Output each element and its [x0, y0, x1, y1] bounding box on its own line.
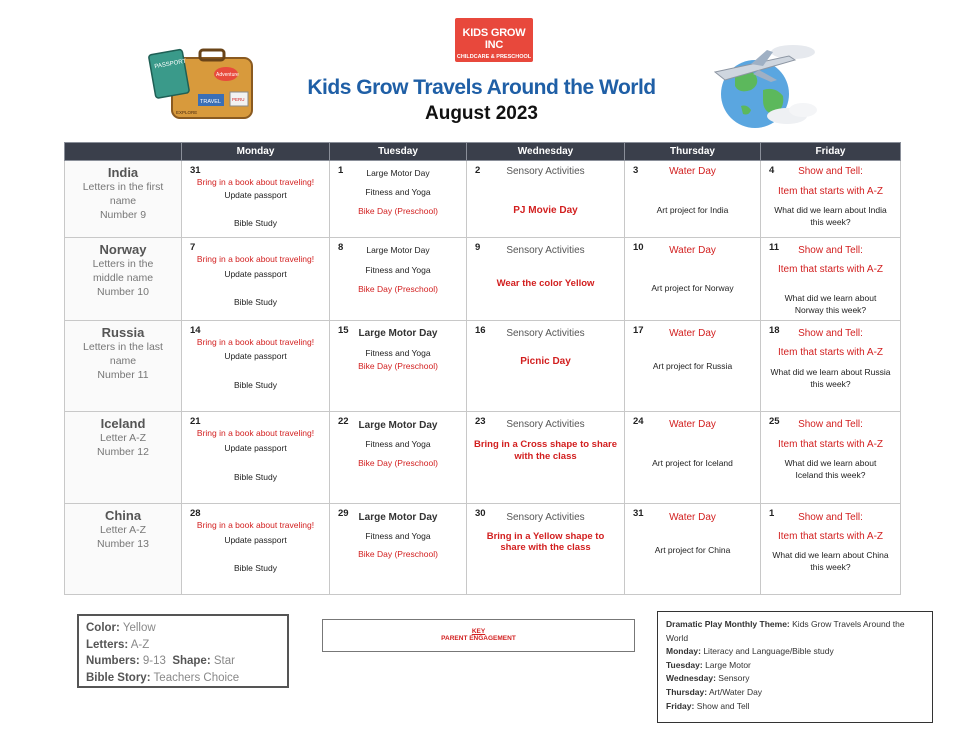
shape-label: Shape:	[172, 655, 211, 667]
day-cell	[625, 161, 761, 238]
week-label-norway	[65, 238, 182, 321]
date-number: 14	[190, 325, 201, 336]
date-number: 11	[769, 242, 780, 253]
activity-text: Fitness and Yoga	[365, 439, 431, 449]
activity-text: Item that starts with A-Z	[777, 347, 884, 358]
day-cell	[467, 412, 625, 504]
activity-text: Sensory Activities	[506, 512, 585, 523]
date-number: 4	[769, 165, 775, 176]
activity-text: Iceland this week?	[795, 470, 866, 480]
activity-text: Item that starts with A-Z	[777, 186, 884, 197]
shape-value: Star	[213, 655, 235, 667]
day-cell	[761, 504, 901, 595]
activity-text: What did we learn about	[784, 293, 877, 303]
tuesday-label: Tuesday:	[666, 659, 703, 670]
activity-text: this week?	[810, 217, 851, 227]
calendar-title: Kids Grow Travels Around the World	[307, 76, 656, 99]
number-focus: Number 11	[97, 369, 149, 381]
theme-line	[666, 618, 924, 645]
activity-text: Item that starts with A-Z	[777, 531, 884, 542]
activity-text: Fitness and Yoga	[365, 348, 431, 358]
activity-text: What did we learn about India	[774, 205, 887, 215]
wednesday-value: Sensory	[718, 673, 750, 684]
activity-text: Sensory Activities	[506, 166, 585, 177]
date-number: 2	[475, 165, 481, 176]
date-number: 31	[190, 165, 201, 176]
activity-text: Item that starts with A-Z	[777, 439, 884, 450]
header-tuesday: Tuesday	[330, 143, 467, 161]
parent-engagement-text: share with the class	[500, 542, 591, 553]
letters-label: Letters:	[86, 638, 129, 651]
activity-text: Bible Study	[234, 472, 277, 482]
activity-text: Art project for China	[654, 545, 731, 555]
activity-text: Water Day	[669, 328, 716, 339]
numbers-label: Numbers:	[86, 655, 140, 667]
day-cell	[761, 238, 901, 321]
numbers-line	[86, 653, 280, 670]
bible-story-label: Bible Story:	[86, 671, 151, 684]
week-row	[65, 504, 901, 595]
activity-text: Fitness and Yoga	[365, 265, 431, 275]
calendar-table	[64, 142, 901, 595]
day-cell	[182, 321, 330, 412]
theme-value: Kids Grow Travels Around the World	[666, 619, 905, 643]
travel-sticker: TRAVEL	[200, 99, 221, 105]
peru-sticker: PERU	[232, 97, 245, 102]
day-header-row	[65, 143, 901, 161]
day-cell	[330, 238, 467, 321]
logo-name: KIDS GROW INC	[462, 27, 526, 51]
number-focus: Number 10	[97, 286, 149, 298]
letters-focus: Letter A-Z	[99, 432, 147, 444]
activity-text: Bible Study	[234, 218, 277, 228]
day-cell	[761, 412, 901, 504]
key-box	[322, 619, 635, 652]
letters-focus: name	[109, 355, 137, 367]
activity-text: Large Motor Day	[358, 420, 438, 431]
dramatic-play-theme-box	[657, 611, 933, 723]
week-row	[65, 161, 901, 238]
letters-focus: Letters in the last	[83, 341, 163, 353]
week-label-iceland	[65, 412, 182, 504]
date-number: 1	[338, 165, 344, 176]
date-number: 28	[190, 508, 201, 519]
day-cell	[182, 238, 330, 321]
header-friday: Friday	[761, 143, 901, 161]
friday-line	[666, 700, 924, 714]
date-number: 1	[769, 508, 775, 519]
header-thursday: Thursday	[625, 143, 761, 161]
activity-text: Show and Tell:	[798, 245, 863, 256]
activity-text: Update passport	[224, 351, 287, 361]
tuesday-value: Large Motor	[705, 659, 751, 670]
letters-focus: Letters in the first	[82, 181, 164, 193]
logo-tagline: CHILDCARE & PRESCHOOL	[456, 54, 532, 60]
activity-text: What did we learn about China	[772, 550, 889, 560]
number-focus: Number 12	[97, 446, 149, 458]
day-cell	[330, 161, 467, 238]
date-number: 16	[475, 325, 486, 336]
parent-engagement-text: Bike Day (Preschool)	[358, 549, 438, 559]
letters-line	[86, 637, 280, 654]
day-cell	[467, 504, 625, 595]
number-focus: Number 13	[97, 538, 149, 550]
letters-focus: Letter A-Z	[99, 524, 147, 536]
thursday-line	[666, 686, 924, 700]
key-title: KEY	[471, 628, 486, 635]
country-name: China	[104, 508, 142, 523]
country-name: Russia	[101, 325, 145, 340]
monday-line	[666, 645, 924, 659]
day-cell	[761, 321, 901, 412]
activity-text: Water Day	[669, 419, 716, 430]
activity-text: Bible Study	[234, 563, 277, 573]
kids-grow-logo	[455, 18, 533, 62]
activity-text: Large Motor Day	[366, 245, 430, 255]
letters-focus: Letters in the	[92, 258, 154, 270]
thursday-value: Art/Water Day	[709, 686, 763, 697]
calendar-month: August 2023	[425, 103, 538, 124]
parent-engagement-text: Bring in a book about traveling!	[196, 254, 315, 264]
date-number: 7	[190, 242, 196, 253]
bible-story-line	[86, 670, 280, 687]
activity-text: Large Motor Day	[366, 168, 430, 178]
bible-story-value: Teachers Choice	[153, 671, 240, 684]
day-cell	[625, 321, 761, 412]
week-label-india	[65, 161, 182, 238]
friday-label: Friday:	[666, 700, 695, 711]
day-cell	[625, 412, 761, 504]
week-label-russia	[65, 321, 182, 412]
parent-engagement-text: Bring in a book about traveling!	[196, 337, 315, 347]
friday-value: Show and Tell	[696, 700, 750, 711]
activity-text: Sensory Activities	[506, 245, 585, 256]
parent-engagement-text: Bring in a Cross shape to share	[473, 439, 618, 450]
activity-text: Show and Tell:	[798, 166, 863, 177]
date-number: 30	[475, 508, 486, 519]
activity-text: Fitness and Yoga	[365, 187, 431, 197]
adventure-sticker: Adventure	[216, 72, 239, 78]
activity-text: Water Day	[669, 166, 716, 177]
day-cell	[330, 504, 467, 595]
date-number: 25	[769, 416, 780, 427]
activity-text: Item that starts with A-Z	[777, 264, 884, 275]
letters-focus: name	[109, 195, 137, 207]
activity-text: Bible Study	[234, 380, 277, 390]
country-name: India	[107, 165, 139, 180]
passport-sticker: PASSPORT	[154, 58, 187, 71]
number-focus: Number 9	[99, 209, 147, 221]
activity-text: Art project for Iceland	[652, 458, 733, 468]
week-row	[65, 412, 901, 504]
date-number: 31	[633, 508, 644, 519]
parent-engagement-text: Bring in a book about traveling!	[196, 520, 315, 530]
parent-engagement-text: PJ Movie Day	[513, 205, 578, 216]
day-cell	[330, 412, 467, 504]
activity-text: Large Motor Day	[358, 328, 438, 339]
date-number: 17	[633, 325, 644, 336]
activity-text: Update passport	[224, 443, 287, 453]
day-cell	[467, 321, 625, 412]
parent-engagement-text: Bring in a book about traveling!	[196, 428, 315, 438]
header-monday: Monday	[182, 143, 330, 161]
date-number: 22	[338, 416, 349, 427]
date-number: 23	[475, 416, 486, 427]
parent-engagement-text: Bike Day (Preschool)	[358, 284, 438, 294]
day-cell	[467, 161, 625, 238]
wednesday-line	[666, 672, 924, 686]
date-number: 15	[338, 325, 349, 336]
activity-text: What did we learn about	[784, 458, 877, 468]
parent-engagement-text: Picnic Day	[520, 356, 571, 367]
date-number: 8	[338, 242, 344, 253]
parent-engagement-text: Bring in a book about traveling!	[196, 177, 315, 187]
letters-value: A-Z	[130, 638, 150, 651]
parent-engagement-text: Bring in a Yellow shape to	[486, 531, 605, 542]
parent-engagement-text: with the class	[514, 451, 577, 462]
activity-text: Bible Study	[234, 297, 277, 307]
activity-text: Sensory Activities	[506, 419, 585, 430]
activity-text: Show and Tell:	[798, 512, 863, 523]
week-row	[65, 238, 901, 321]
color-value: Yellow	[122, 622, 156, 634]
activity-text: Show and Tell:	[798, 419, 863, 430]
week-row	[65, 321, 901, 412]
activity-text: Sensory Activities	[506, 328, 585, 339]
date-number: 9	[475, 242, 481, 253]
activity-text: Fitness and Yoga	[365, 531, 431, 541]
day-cell	[182, 161, 330, 238]
date-number: 21	[190, 416, 201, 427]
activity-text: Art project for Russia	[652, 361, 733, 371]
day-cell	[625, 238, 761, 321]
date-number: 10	[633, 242, 644, 253]
country-name: Iceland	[100, 416, 146, 431]
header-wednesday: Wednesday	[467, 143, 625, 161]
parent-engagement-text: Wear the color Yellow	[496, 278, 595, 289]
letters-focus: middle name	[92, 272, 154, 284]
day-cell	[625, 504, 761, 595]
activity-text: Show and Tell:	[798, 328, 863, 339]
day-cell	[761, 161, 901, 238]
wednesday-label: Wednesday:	[666, 673, 716, 684]
date-number: 29	[338, 508, 349, 519]
parent-engagement-text: Bike Day (Preschool)	[358, 458, 438, 468]
date-number: 3	[633, 165, 639, 176]
activity-text: Update passport	[224, 269, 287, 279]
date-number: 18	[769, 325, 780, 336]
monday-label: Monday:	[666, 646, 701, 657]
date-number: 24	[633, 416, 644, 427]
corner-header	[65, 143, 182, 161]
day-cell	[182, 504, 330, 595]
day-cell	[182, 412, 330, 504]
thursday-label: Thursday:	[666, 686, 708, 697]
parent-engagement-text: Bike Day (Preschool)	[358, 206, 438, 216]
activity-text: Water Day	[669, 512, 716, 523]
activity-text: Update passport	[224, 535, 287, 545]
activity-text: this week?	[810, 379, 851, 389]
key-parent-engagement: PARENT ENGAGEMENT	[441, 635, 516, 642]
activity-text: What did we learn about Russia	[770, 367, 891, 377]
parent-engagement-text: Bike Day (Preschool)	[358, 361, 438, 371]
day-cell	[330, 321, 467, 412]
week-label-china	[65, 504, 182, 595]
theme-label: Dramatic Play Monthly Theme:	[666, 619, 790, 629]
activity-text: Large Motor Day	[358, 512, 438, 523]
activity-text: this week?	[810, 562, 851, 572]
activity-text: Norway this week?	[794, 305, 867, 315]
tuesday-line	[666, 659, 924, 673]
explore-sticker: EXPLORE	[176, 110, 198, 115]
country-name: Norway	[99, 242, 147, 257]
day-cell	[467, 238, 625, 321]
color-line	[86, 620, 280, 637]
activity-text: Art project for Norway	[651, 283, 734, 293]
activity-text: Update passport	[224, 190, 287, 200]
numbers-value: 9-13	[142, 655, 166, 667]
color-label: Color:	[86, 622, 120, 634]
activity-text: Water Day	[669, 245, 716, 256]
activity-text: Art project for India	[656, 205, 729, 215]
monthly-focus-box	[77, 614, 289, 688]
monday-value: Literacy and Language/Bible study	[703, 646, 834, 657]
